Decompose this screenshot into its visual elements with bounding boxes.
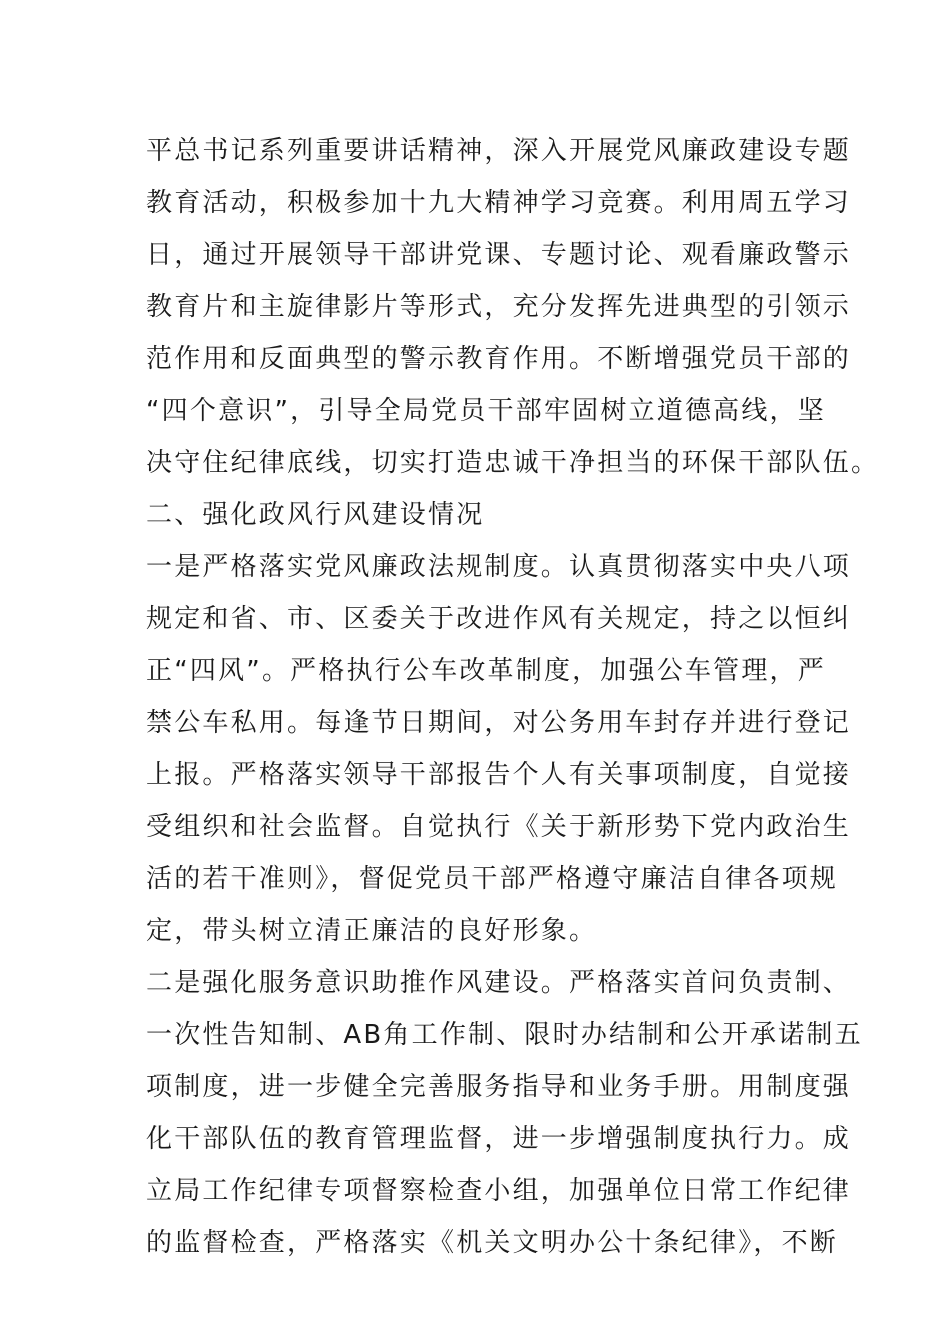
text-line: 教育片和主旋律影片等形式，充分发挥先进典型的引领示 <box>146 292 852 322</box>
text-line: 禁公车私用。每逢节日期间，对公务用车封存并进行登记 <box>146 708 852 738</box>
text-line: 化干部队伍的教育管理监督，进一步增强制度执行力。成 <box>146 1124 852 1154</box>
text-line: 决守住纪律底线，切实打造忠诚干净担当的环保干部队伍。 <box>146 448 880 478</box>
document-body <box>146 125 880 1269</box>
text-line: 平总书记系列重要讲话精神，深入开展党风廉政建设专题 <box>146 136 852 166</box>
text-line: 上报。严格落实领导干部报告个人有关事项制度，自觉接 <box>146 760 852 790</box>
text-line: 规定和省、市、区委关于改进作风有关规定，持之以恒纠 <box>146 604 852 634</box>
text-line: 正“四风”。严格执行公车改革制度，加强公车管理，严 <box>146 656 826 686</box>
text-line: 范作用和反面典型的警示教育作用。不断增强党员干部的 <box>146 344 852 374</box>
section-heading: 二、强化政风行风建设情况 <box>146 500 485 530</box>
text-line: 一是严格落实党风廉政法规制度。认真贯彻落实中央八项 <box>146 552 852 582</box>
text-line: 日，通过开展领导干部讲党课、专题讨论、观看廉政警示 <box>146 240 852 270</box>
text-line: 活的若干准则》，督促党员干部严格遵守廉洁自律各项规 <box>146 864 839 894</box>
text-line: “四个意识”，引导全局党员干部牢固树立道德高线，坚 <box>146 396 826 426</box>
text-line: 二是强化服务意识助推作风建设。严格落实首问负责制、 <box>146 968 852 998</box>
text-line: 受组织和社会监督。自觉执行《关于新形势下党内政治生 <box>146 812 852 842</box>
text-line: 立局工作纪律专项督察检查小组，加强单位日常工作纪律 <box>146 1176 852 1206</box>
text-line: 教育活动，积极参加十九大精神学习竞赛。利用周五学习 <box>146 188 852 218</box>
text-line: 的监督检查，严格落实《机关文明办公十条纪律》，不断 <box>146 1228 839 1258</box>
text-line: 项制度，进一步健全完善服务指导和业务手册。用制度强 <box>146 1072 852 1102</box>
text-line: 定，带头树立清正廉洁的良好形象。 <box>146 916 598 946</box>
text-line: 一次性告知制、AB角工作制、限时办结制和公开承诺制五 <box>146 1020 863 1050</box>
